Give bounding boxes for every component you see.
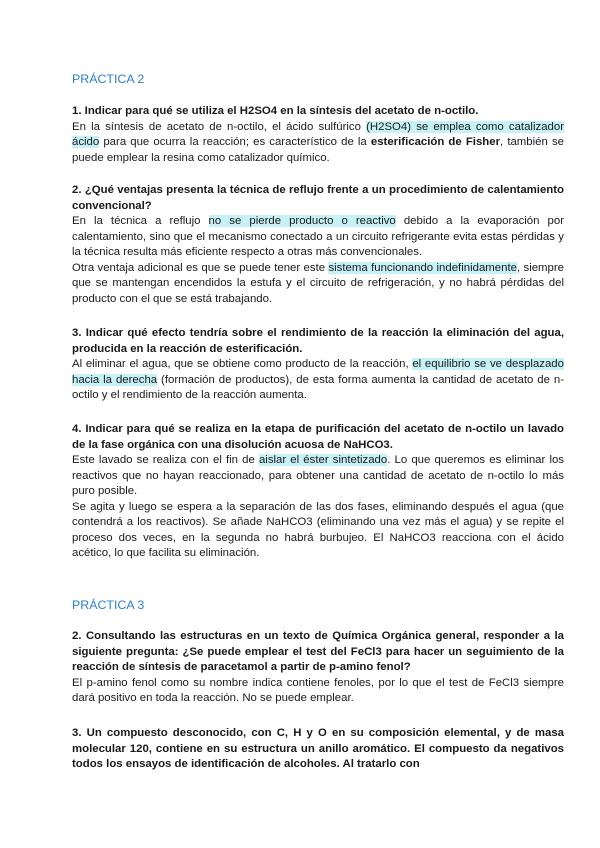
question-block-3 <box>72 326 564 404</box>
question-block-6 <box>72 726 564 773</box>
highlight: sistema funcionando indefinidamente <box>328 261 517 274</box>
answer-2b: Otra ventaja adicional es que se puede tener este sistema funcionando indefinidamente, siempre que se mantengan encendidos la estufa y el circuito de refrigeración, y no habrá pérdidas del producto con el que se está trabajando. <box>72 261 565 305</box>
question-5: 2. Consultando las estructuras en un texto de Química Orgánica general, responder a la siguiente pregunta: ¿Se puede emplear el test del FeCl3 para hacer un seguimiento de la reacción de síntesis de paracetamol a partir de p-amino fenol? <box>72 630 564 673</box>
question-4: 4. Indicar para qué se realiza en la etapa de purificación del acetato de n-octilo un lavado de la fase orgánica con una disolución acuosa de NaHCO3. <box>72 423 564 451</box>
answer-3: Al eliminar el agua, que se obtiene como producto de la reacción, el equilibrio se ve desplazado hacia la derecha (formación de productos), de esta forma aumenta la cantidad de acetato de n-octilo y el rendimiento de la reacción aumenta. <box>72 358 564 401</box>
question-1: 1. Indicar para qué se utiliza el H2SO4 en la síntesis del acetato de n-octilo. <box>72 105 479 117</box>
question-block-4 <box>72 422 564 562</box>
answer-5: El p-amino fenol como su nombre indica contiene fenoles, por lo que el test de FeCl3 siempre dará positivo en toda la reacción. No se puede emplear. <box>72 676 564 704</box>
answer-4: Este lavado se realiza con el fin de aislar el éster sintetizado. Lo que queremos es eliminar los reactivos que no hayan reaccionado, para obtener una cantidad de acetato de n-octilo lo más puro posible. <box>72 454 565 497</box>
section-heading-practica-3: PRÁCTICA 3 <box>72 598 145 612</box>
question-6: 3. Un compuesto desconocido, con C, H y O en su composición elemental, y de masa molecular 120, contiene en su estructura un anillo aromático. El compuesto da negativos todos los ensayos de identificación de alcoholes. Al tratarlo con <box>72 727 564 770</box>
highlight: no se pierde producto o reactivo <box>208 215 396 227</box>
answer-1: En la síntesis de acetato de n-octilo, el ácido sulfúrico (H2SO4) se emplea como catalizador ácido para que ocurra la reacción; es característico de la esterificación de Fisher, también se puede emplear la resina como catalizador químico. <box>72 120 564 164</box>
question-block-5 <box>72 629 564 707</box>
highlight: (H2SO4) se emplea como catalizador ácido <box>72 120 564 148</box>
question-block-2 <box>72 183 564 307</box>
highlight: aislar el éster sintetizado <box>258 454 388 466</box>
question-3: 3. Indicar qué efecto tendría sobre el rendimiento de la reacción la eliminación del agua, producida en la reacción de esterificación. <box>72 327 564 355</box>
question-block-1 <box>72 104 564 166</box>
question-2: 2. ¿Qué ventajas presenta la técnica de reflujo frente a un procedimiento de calentamiento convencional? <box>72 184 564 212</box>
answer-4b: Se agita y luego se espera a la separación de las dos fases, eliminando después el agua (que contendrá a los reactivos). Se añade NaHCO3 (eliminando una vez más el agua) y se repite el proceso dos veces, en la segunda no habrá burbujeo. El NaHCO3 reacciona con el ácido acético, lo que facilita su eliminación. <box>72 500 564 559</box>
answer-2: En la técnica a reflujo no se pierde producto o reactivo debido a la evaporación por calentamiento, sino que el mecanismo conectado a un circuito refrigerante evita estas pérdidas y la técnica resulta más eficiente respecto a otras más convencionales. <box>72 215 564 258</box>
highlight: el equilibrio se ve desplazado hacia la derecha <box>72 358 564 386</box>
section-heading-practica-2: PRÁCTICA 2 <box>72 72 145 86</box>
